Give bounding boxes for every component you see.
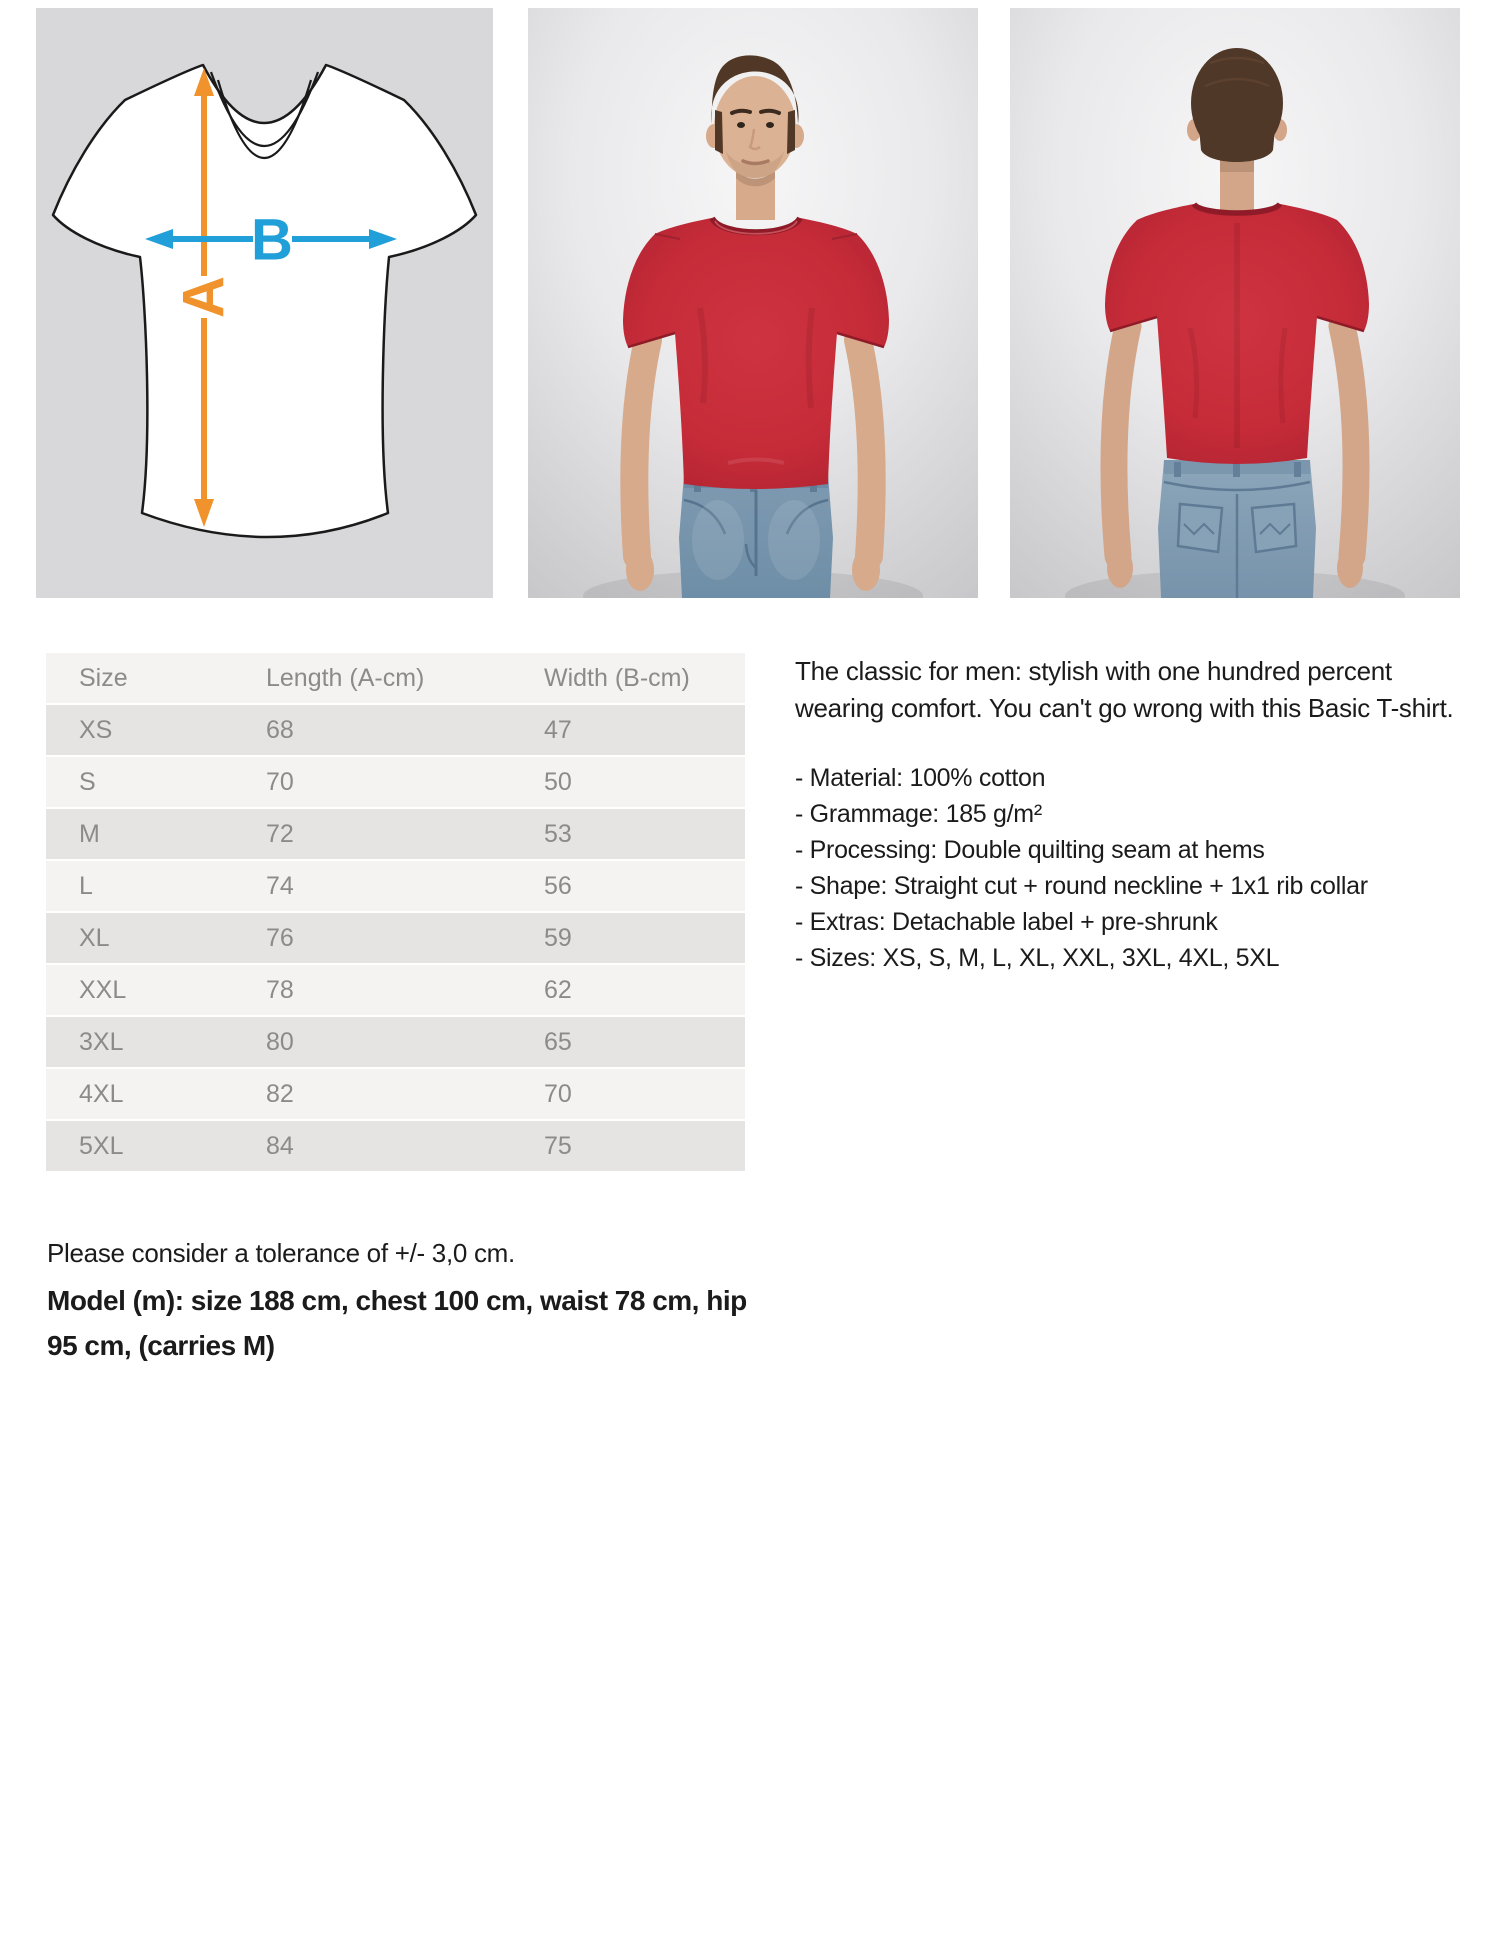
- table-row: [46, 965, 745, 1015]
- width-cell: 56: [544, 861, 745, 911]
- size-cell: M: [46, 809, 266, 859]
- model-back-illustration: [1010, 8, 1460, 598]
- col-header-size: Size: [46, 653, 266, 703]
- width-cell: 70: [544, 1069, 745, 1119]
- notes-section: [47, 1236, 777, 1368]
- length-cell: 76: [266, 913, 544, 963]
- width-cell: 65: [544, 1017, 745, 1067]
- model-front-illustration: [528, 8, 978, 598]
- spec-extras: - Extras: Detachable label + pre-shrunk: [795, 908, 1218, 936]
- table-row: [46, 705, 745, 755]
- size-cell: 4XL: [46, 1069, 266, 1119]
- width-cell: 62: [544, 965, 745, 1015]
- label-b: B: [251, 207, 293, 273]
- size-table: [46, 651, 745, 1173]
- size-cell: 5XL: [46, 1121, 266, 1171]
- product-description: [795, 653, 1467, 976]
- width-cell: 47: [544, 705, 745, 755]
- tshirt-measurement-diagram-icon: [36, 8, 493, 598]
- table-row: [46, 809, 745, 859]
- model-jeans: [679, 474, 833, 598]
- size-cell: 3XL: [46, 1017, 266, 1067]
- spec-sizes: - Sizes: XS, S, M, L, XL, XXL, 3XL, 4XL, 5XL: [795, 944, 1280, 972]
- table-row: [46, 1017, 745, 1067]
- size-diagram-panel: [36, 8, 493, 598]
- model-back-photo: [1010, 8, 1460, 598]
- length-cell: 84: [266, 1121, 544, 1171]
- spec-processing: - Processing: Double quilting seam at hems: [795, 836, 1265, 864]
- size-table-section: [46, 651, 745, 1173]
- length-cell: 74: [266, 861, 544, 911]
- spec-material: - Material: 100% cotton: [795, 764, 1046, 792]
- length-cell: 68: [266, 705, 544, 755]
- table-row: [46, 1069, 745, 1119]
- width-cell: 59: [544, 913, 745, 963]
- table-row: [46, 913, 745, 963]
- col-header-width: Width (B-cm): [544, 653, 745, 703]
- size-cell: XXL: [46, 965, 266, 1015]
- table-header-row: [46, 653, 745, 703]
- table-row: [46, 861, 745, 911]
- spec-grammage: - Grammage: 185 g/m²: [795, 800, 1042, 828]
- tolerance-note: Please consider a tolerance of +/- 3,0 cm.: [47, 1238, 515, 1268]
- length-cell: 82: [266, 1069, 544, 1119]
- model-jeans-back: [1158, 460, 1316, 598]
- size-cell: XL: [46, 913, 266, 963]
- table-row: [46, 1121, 745, 1171]
- width-cell: 53: [544, 809, 745, 859]
- length-cell: 72: [266, 809, 544, 859]
- col-header-length: Length (A-cm): [266, 653, 544, 703]
- width-cell: 75: [544, 1121, 745, 1171]
- left-eye: [737, 122, 745, 128]
- width-cell: 50: [544, 757, 745, 807]
- model-info-note: Model (m): size 188 cm, chest 100 cm, waist 78 cm, hip 95 cm, (carries M): [47, 1285, 747, 1361]
- length-cell: 78: [266, 965, 544, 1015]
- model-front-photo: [528, 8, 978, 598]
- model-neck-back: [1220, 158, 1254, 213]
- size-cell: L: [46, 861, 266, 911]
- label-a: A: [171, 276, 237, 318]
- description-intro: The classic for men: stylish with one hundred percent wearing comfort. You can't go wrong with this Basic T-shirt.: [795, 656, 1454, 723]
- table-row: [46, 757, 745, 807]
- spec-list: [795, 760, 1467, 976]
- size-cell: S: [46, 757, 266, 807]
- size-cell: XS: [46, 705, 266, 755]
- right-eye: [766, 122, 774, 128]
- spec-shape: - Shape: Straight cut + round neckline + 1x1 rib collar: [795, 872, 1368, 900]
- length-cell: 70: [266, 757, 544, 807]
- length-cell: 80: [266, 1017, 544, 1067]
